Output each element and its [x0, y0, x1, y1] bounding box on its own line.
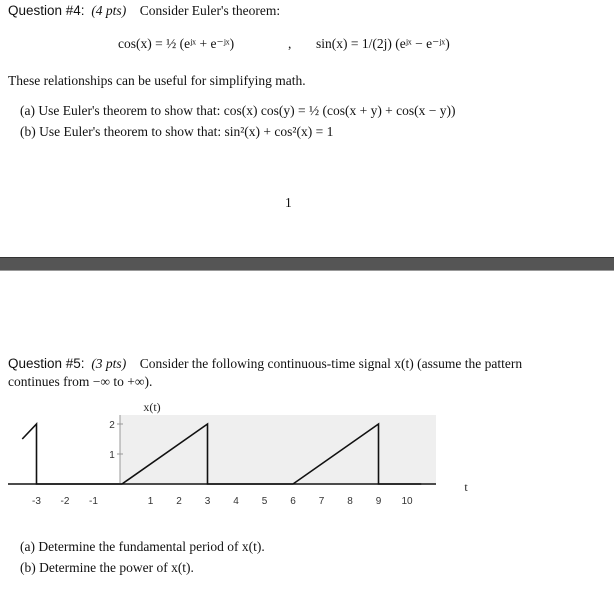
- cos-definition-text: cos(x) = ½ (eʲˣ + e⁻ʲˣ): [118, 36, 235, 51]
- q5-part-a: (a) Determine the fundamental period of x(t).: [20, 539, 265, 554]
- q5-intro-line2: continues from −∞ to +∞).: [8, 374, 153, 389]
- q4-part-b: (b) Use Euler's theorem to show that: sin²(x) + cos²(x) = 1: [20, 124, 334, 139]
- x-tick-label: 2: [176, 496, 182, 507]
- x-tick-label: -3: [32, 496, 41, 507]
- q5-points: (3 pts): [91, 356, 127, 371]
- q5-header: [8, 356, 522, 372]
- x-tick-label: 3: [204, 496, 211, 507]
- x-tick-label: 9: [375, 496, 382, 507]
- cos-definition: [118, 36, 234, 52]
- q5-label: Question #5:: [8, 356, 85, 371]
- x-tick-label: 6: [290, 496, 296, 507]
- x-tick-label: -2: [60, 496, 70, 507]
- sin-definition-text: sin(x) = 1/(2j) (eʲˣ − e⁻ʲˣ): [316, 36, 450, 51]
- sin-definition: [316, 36, 450, 52]
- x-tick-label: 8: [347, 496, 353, 507]
- page-divider: [0, 257, 614, 271]
- x-tick-label: -1: [89, 496, 98, 507]
- q4-part-a: (a) Use Euler's theorem to show that: cos(x) cos(y) = ½ (cos(x + y) + cos(x − y)): [20, 103, 456, 118]
- q4-intro: Consider Euler's theorem:: [139, 3, 281, 18]
- q5-intro-line1: Consider the following continuous-time signal x(t) (assume the pattern: [139, 356, 523, 371]
- x-axis-label: t: [464, 480, 468, 494]
- signal-plot: [0, 395, 614, 520]
- x-tick-labels: [32, 496, 413, 507]
- x-tick-label: 7: [318, 496, 325, 507]
- x-tick-label: 10: [401, 496, 413, 507]
- x-tick-label: 4: [233, 496, 239, 507]
- plot-title: x(t): [143, 400, 161, 414]
- q4-label: Question #4:: [8, 3, 85, 18]
- y-tick-label: 2: [109, 420, 115, 431]
- q4-note: These relationships can be useful for simplifying math.: [8, 73, 306, 88]
- page-number: 1: [285, 195, 292, 210]
- y-tick-label: 1: [109, 450, 115, 461]
- q4-header: [8, 3, 280, 19]
- q5-part-b: (b) Determine the power of x(t).: [20, 560, 194, 575]
- q4-points: (4 pts): [91, 3, 127, 18]
- x-tick-label: 5: [261, 496, 268, 507]
- definition-separator: ,: [288, 36, 292, 51]
- x-tick-label: 1: [147, 496, 154, 507]
- plot-background: [120, 415, 436, 483]
